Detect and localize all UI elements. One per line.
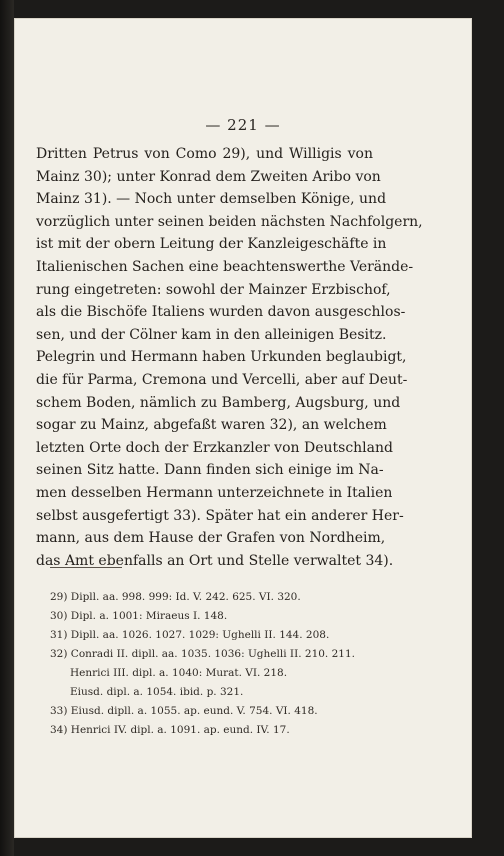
footnote: 31) Dipll. aa. 1026. 1027. 1029: Ughelli II. 144. 208. [50, 629, 330, 641]
text-line: das Amt ebenfalls an Ort und Stelle verwaltet 34). [36, 552, 394, 569]
text-line: die für Parma, Cremona und Vercelli, aber auf Deut- [36, 371, 408, 388]
body-text [36, 143, 423, 572]
footnotes [50, 588, 370, 740]
footnote: 32) Conradi II. dipll. aa. 1035. 1036: Ughelli II. 210. 211. [50, 648, 355, 660]
text-line: ist mit der obern Leitung der Kanzleigeschäfte in [36, 236, 387, 253]
text-line: Mainz 31). — Noch unter demselben Könige, und [36, 191, 387, 208]
text-line: als die Bischöfe Italiens wurden davon ausgeschlos- [36, 304, 406, 321]
footnote-separator [50, 567, 122, 568]
footnote: 29) Dipll. aa. 998. 999: Id. V. 242. 625. VI. 320. [50, 591, 301, 603]
text-line: selbst ausgefertigt 33). Später hat ein anderer Her- [36, 507, 404, 524]
text-line: rung eingetreten: sowohl der Mainzer Erzbischof, [36, 281, 391, 298]
footnote: 33) Eiusd. dipll. a. 1055. ap. eund. V. 754. VI. 418. [50, 705, 318, 717]
text-line: Italienischen Sachen eine beachtenswerthe Verände- [36, 258, 414, 275]
text-line: Dritten Petrus von Como 29), und Willigis von [36, 146, 373, 162]
text-line: vorzüglich unter seinen beiden nächsten Nachfolgern, [36, 213, 423, 230]
footnote: 30) Dipl. a. 1001: Miraeus I. 148. [50, 610, 228, 622]
page-number: — 221 — [205, 116, 281, 134]
footnote: 34) Henrici IV. dipl. a. 1091. ap. eund. IV. 17. [50, 724, 290, 736]
text-line: Mainz 30); unter Konrad dem Zweiten Aribo von [36, 168, 381, 185]
footnote-continuation: Eiusd. dipl. a. 1054. ibid. p. 321. [70, 686, 244, 698]
text-line: Pelegrin und Hermann haben Urkunden beglaubigt, [36, 349, 407, 366]
text-line: men desselben Hermann unterzeichnete in Italien [36, 484, 393, 501]
book-page [14, 18, 472, 838]
book-edge [0, 0, 14, 856]
text-line: sen, und der Cölner kam in den alleinigen Besitz. [36, 326, 387, 343]
text-line: sogar zu Mainz, abgefaßt waren 32), an welchem [36, 417, 387, 434]
text-line: letzten Orte doch der Erzkanzler von Deutschland [36, 439, 393, 456]
text-line: schem Boden, nämlich zu Bamberg, Augsburg, und [36, 394, 401, 411]
text-line: seinen Sitz hatte. Dann finden sich einige im Na- [36, 462, 384, 479]
footnote-continuation: Henrici III. dipl. a. 1040: Murat. VI. 218. [70, 667, 288, 679]
text-line: mann, aus dem Hause der Grafen von Nordheim, [36, 530, 386, 547]
